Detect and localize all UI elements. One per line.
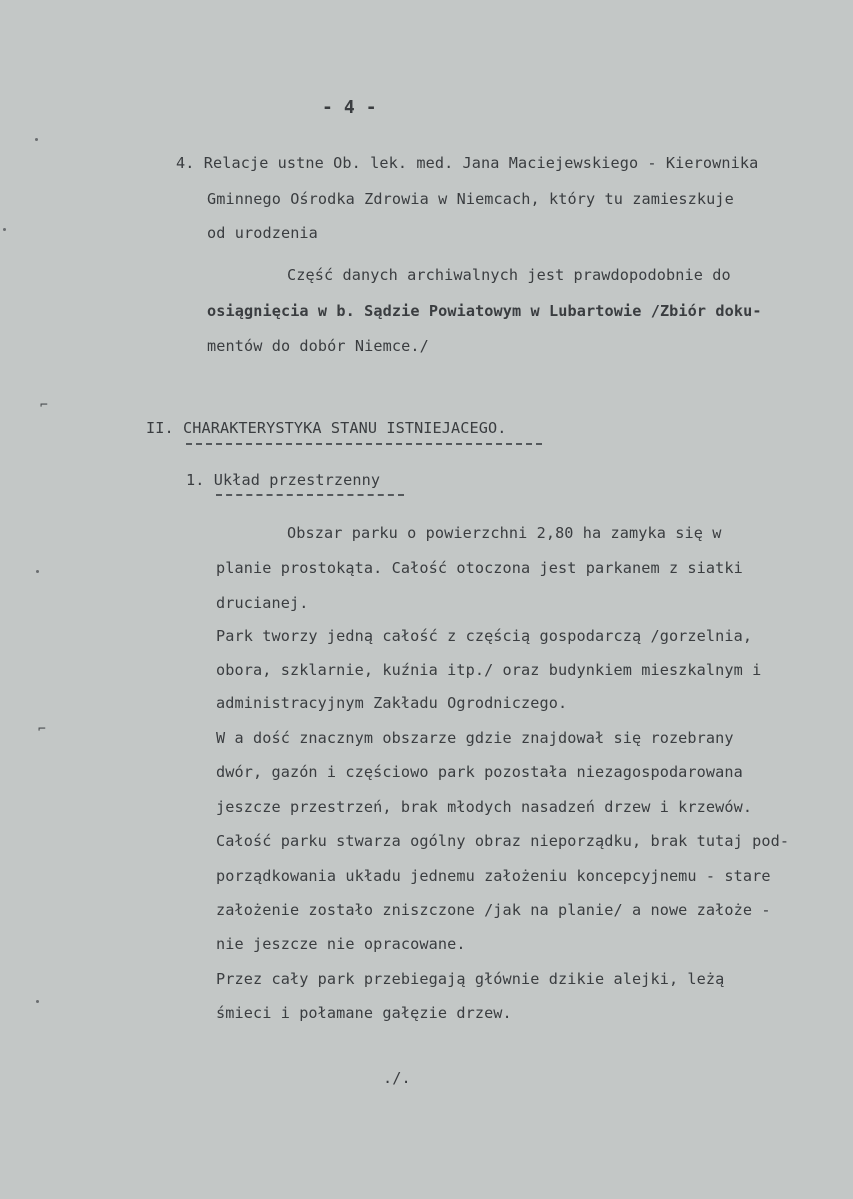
- section4-line2: Gminnego Ośrodka Zdrowia w Niemcach, który tu zamieszkuje: [207, 190, 734, 208]
- section4-line1: 4. Relacje ustne Ob. lek. med. Jana Maciejewskiego - Kierownika: [176, 154, 759, 172]
- chapter-heading: II. CHARAKTERYSTYKA STANU ISTNIEJACEGO.: [146, 419, 507, 437]
- body-line: Całość parku stwarza ogólny obraz nieporządku, brak tutaj pod-: [216, 832, 790, 850]
- body-line: Przez cały park przebiegają głównie dzikie alejki, leżą: [216, 970, 725, 988]
- body-line: Park tworzy jedną całość z częścią gospodarczą /gorzelnia,: [216, 627, 753, 645]
- body-line: dwór, gazón i częściowo park pozostała niezagospodarowana: [216, 763, 743, 781]
- page-number: - 4 -: [322, 97, 377, 118]
- body-line: obora, szklarnie, kuźnia itp./ oraz budynkiem mieszkalnym i: [216, 661, 762, 679]
- speck: [36, 570, 39, 573]
- body-line: założenie zostało zniszczone /jak na planie/ a nowe założe -: [216, 901, 771, 919]
- body-line: W a dość znacznym obszarze gdzie znajdował się rozebrany: [216, 729, 734, 747]
- body-line: drucianej.: [216, 594, 309, 612]
- speck: [35, 138, 38, 141]
- speck: [3, 228, 6, 231]
- margin-mark: ⌐: [40, 398, 48, 413]
- archival-line2: osiągnięcia w b. Sądzie Powiatowym w Lubartowie /Zbiór doku-: [207, 302, 762, 320]
- body-line: nie jeszcze nie opracowane.: [216, 935, 466, 953]
- body-line: porządkowania układu jednemu założeniu koncepcyjnemu - stare: [216, 867, 771, 885]
- body-line: śmieci i połamane gałęzie drzew.: [216, 1004, 512, 1022]
- archival-line1: Część danych archiwalnych jest prawdopodobnie do: [287, 266, 731, 284]
- body-line: jeszcze przestrzeń, brak młodych nasadzeń drzew i krzewów.: [216, 798, 753, 816]
- body-line: planie prostokąta. Całość otoczona jest parkanem z siatki: [216, 559, 743, 577]
- subsection-heading-underline: [216, 494, 404, 496]
- subsection-heading: 1. Układ przestrzenny: [186, 471, 381, 489]
- section4-line3: od urodzenia: [207, 224, 318, 242]
- body-line: administracyjnym Zakładu Ogrodniczego.: [216, 694, 568, 712]
- archival-line3: mentów do dobór Niemce./: [207, 337, 429, 355]
- speck: [36, 1000, 39, 1003]
- chapter-heading-underline: [186, 443, 542, 445]
- continuation-mark: ./.: [383, 1069, 411, 1087]
- margin-mark: ⌐: [38, 722, 46, 737]
- body-line: Obszar parku o powierzchni 2,80 ha zamyka się w: [287, 524, 722, 542]
